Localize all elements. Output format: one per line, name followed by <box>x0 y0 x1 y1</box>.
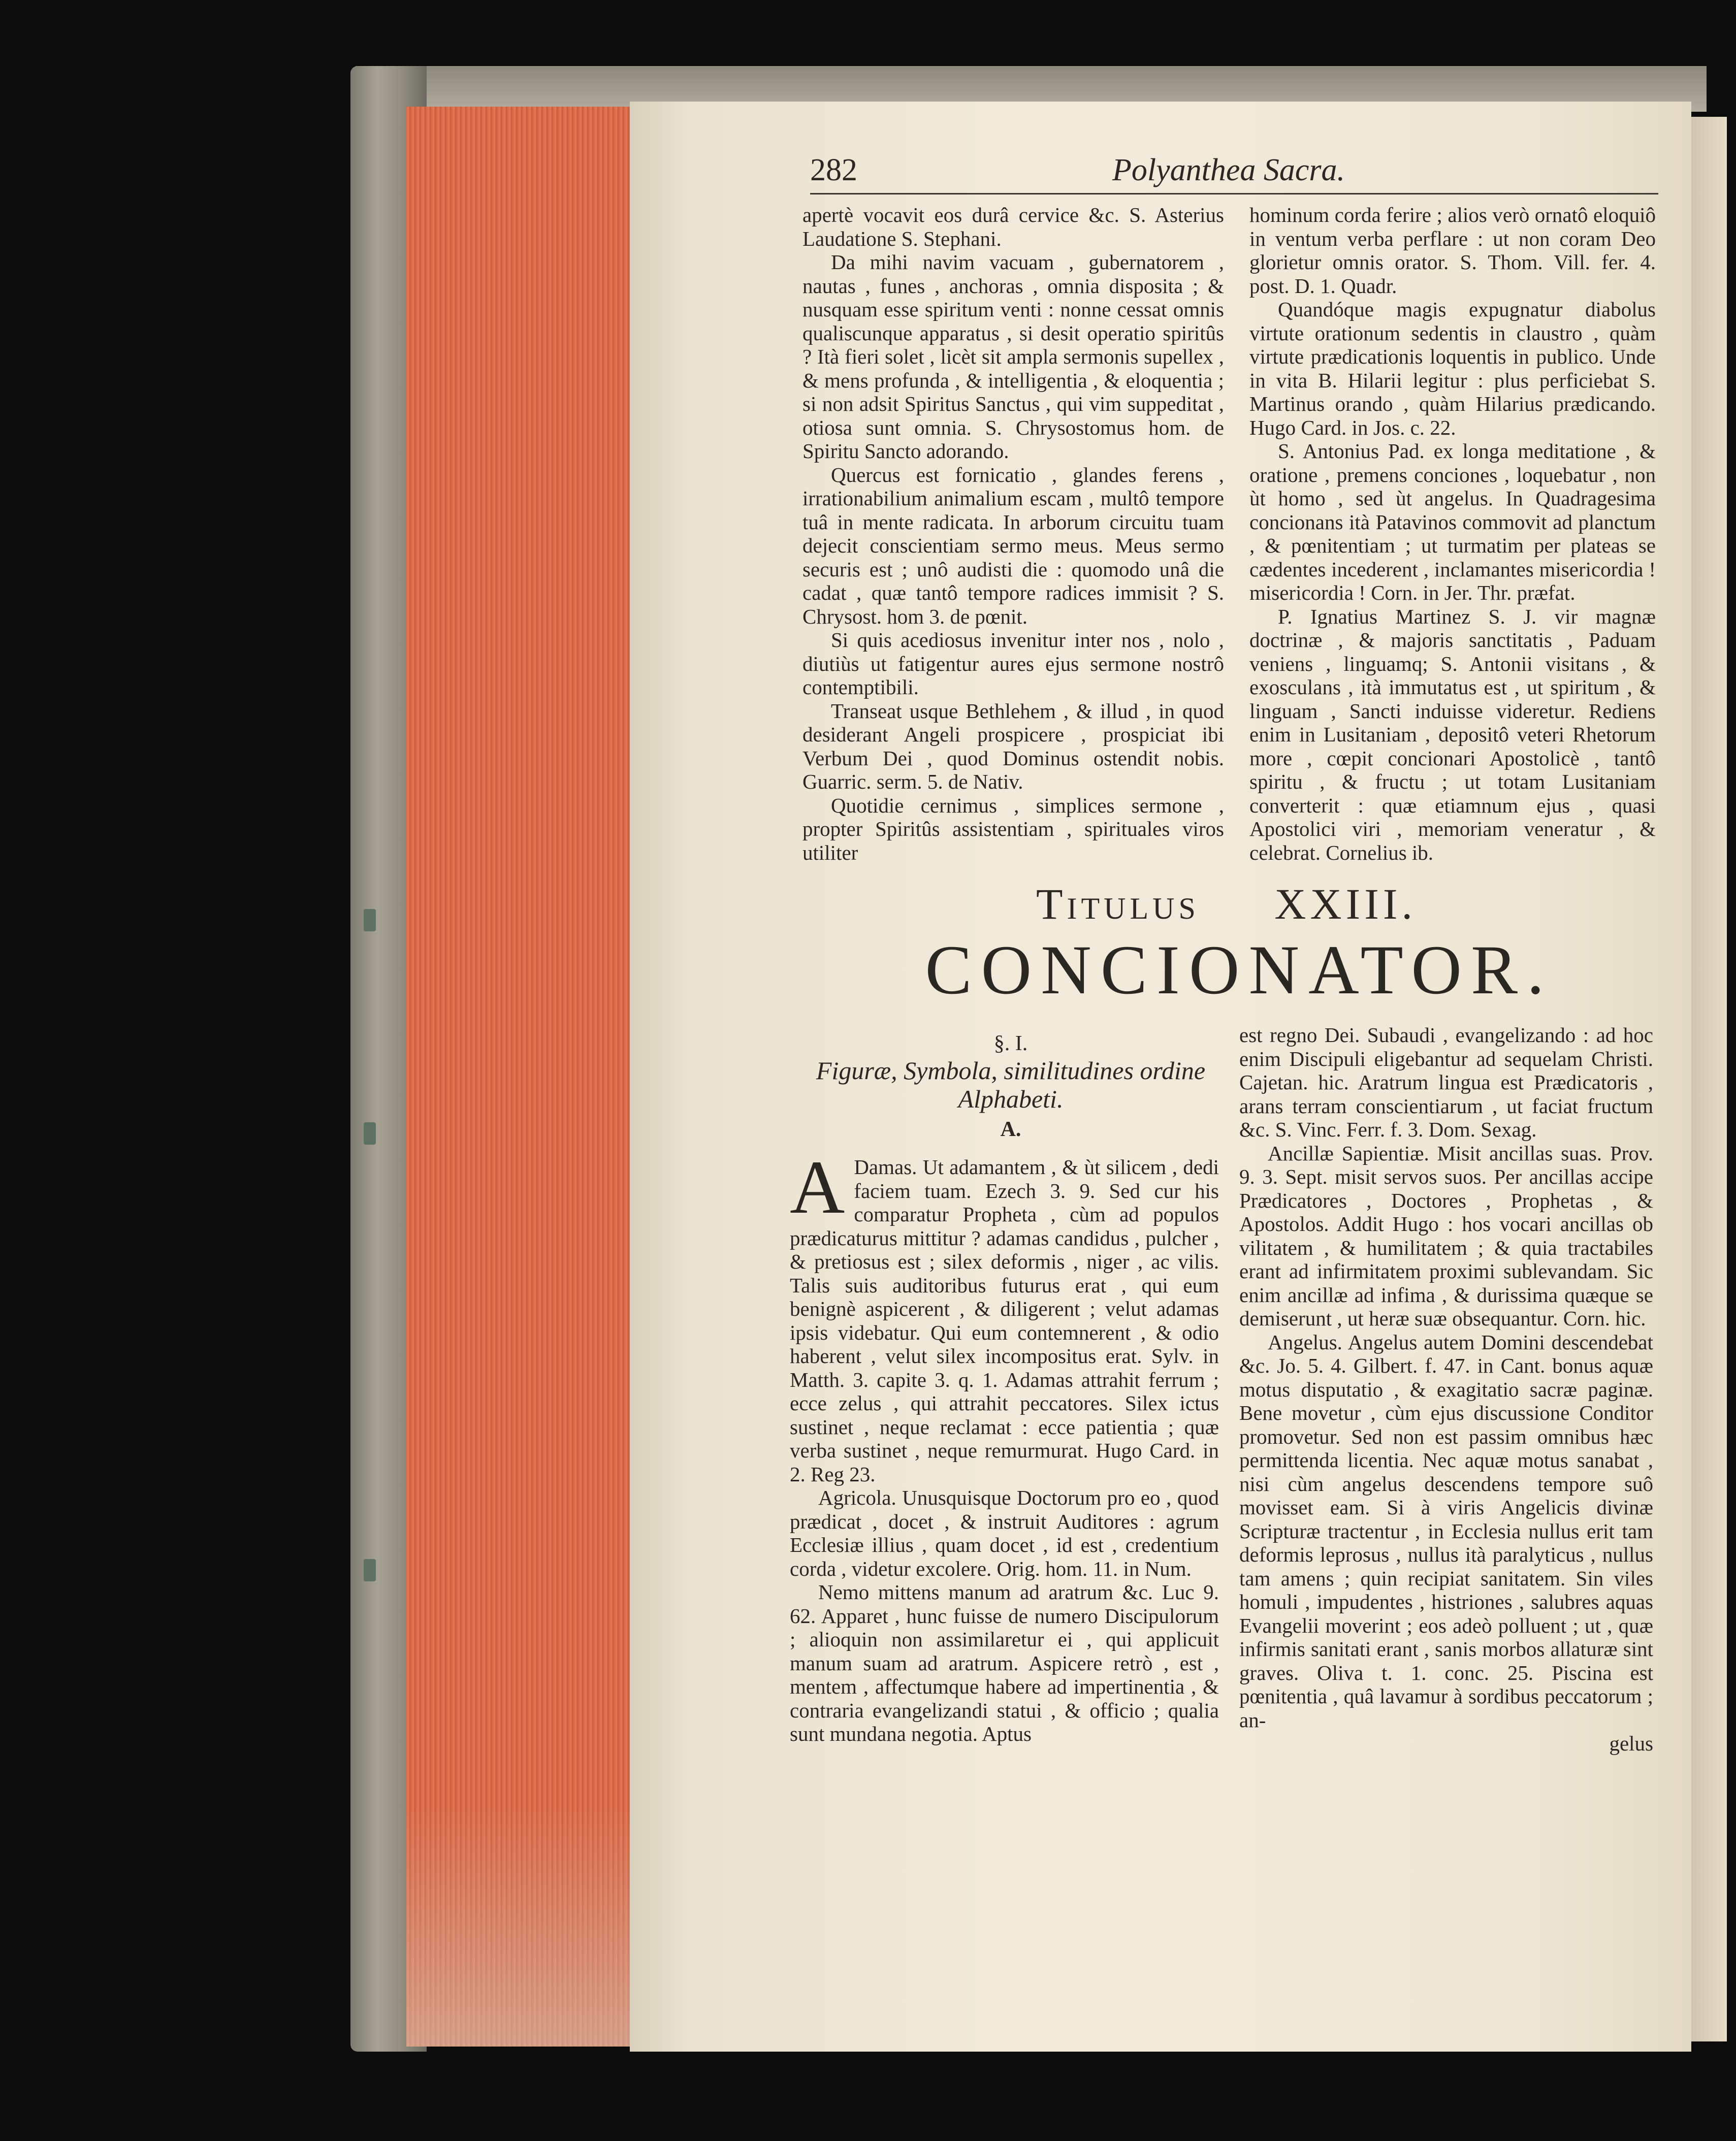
paragraph: apertè vocavit eos durâ cervice &c. S. Asterius Laudatione S. Stephani. <box>802 203 1224 250</box>
binding-clasp <box>364 1122 376 1145</box>
section-title: Figuræ, Symbola, similitudines ordine Alphabeti. <box>816 1056 1206 1113</box>
paragraph: Ancillæ Sapientiæ. Misit ancillas suas. Prov. 9. 3. Sept. misit servos suos. Per ancillas accipe Prædicatores , Doctores , Prophetas , & Apostolos. Addit Hugo : hos vocari ancillas ob vilitatem , & humilitatem ; & quia tractabiles erant ad infirmitatem proximi sublevandam. Sic enim ancillæ ad infima , & durissima quæque se demiserunt , ut heræ suæ obsequantur. Corn. hic. <box>1239 1141 1653 1330</box>
catchword: gelus <box>1609 1732 1653 1755</box>
paragraph <box>790 1145 1219 1486</box>
paragraph: Quotidie cernimus , simplices sermone , propter Spiritûs assistentiam , spirituales viros utiliter <box>802 793 1224 864</box>
paragraph: P. Ignatius Martinez S. J. vir magnæ doctrinæ , & majoris sanctitatis , Paduam veniens , linguamq; S. Antonii visitans , & exosculans , ità immutatus est , ut spiritum , & linguam , Sancti induisse videretur. Rediens enim in Lusitaniam , depositô veteri Rhetorum more , cœpit concionari Apostolicè , tantô spiritu , & fructu ; ut totam Lusitaniam converterit : quæ etiamnum ejus , quasi Apostolici viri , memoriam veneratur , & celebrat. Cornelius ib. <box>1249 604 1656 864</box>
section-letter: A. <box>1000 1118 1021 1141</box>
section-sign: §. I. <box>993 1032 1028 1055</box>
paragraph: Quercus est fornicatio , glandes ferens , irrationabilium animalium escam , multô tempore tuâ in mente radicata. In arborum circuitu tuam dejecit conscientiam sermo meus. Meus sermo securis est ; unô audisti die : quomodo unâ die cadat , quæ tantô tempore radices immisit ? S. Chrysost. hom 3. de pœnit. <box>802 463 1224 628</box>
running-title: Polyanthea Sacra. <box>1112 153 1345 187</box>
paragraph: Agricola. Unusquisque Doctorum pro eo , quod prædicat , docet , & instruit Auditores : agrum Ecclesiæ illius , quam docet , id est , credentium corda , videtur excolere. Orig. hom. 11. in Num. <box>790 1486 1219 1580</box>
drop-cap: A <box>790 1145 845 1229</box>
page-number: 282 <box>810 153 857 187</box>
page-edge-wear <box>406 1808 630 2047</box>
binding-clasp <box>364 909 376 931</box>
paragraph: Da mihi navim vacuam , gubernatorem , nautas , funes , anchoras , omnia disposita ; & nusquam esse spiritum venti : nonne cessat omnis qualiscunque apparatus , si desit operatio spiritûs ? Ità fieri solet , licèt sit ampla sermonis supellex , & mens profunda , & intelligentia , & eloquentia ; si non adsit Spiritus Sanctus , qui vim suppeditat , otiosa sunt omnia. S. Chrysostomus hom. de Spiritu Sancto adorando. <box>802 250 1224 463</box>
binding-clasp <box>364 1559 376 1581</box>
titulus-number: XXIII. <box>1274 880 1417 928</box>
paragraph: est regno Dei. Subaudi , evangelizando : ad hoc enim Discipuli eligebantur ad sequelam Christi. Cajetan. hic. Aratrum lingua est Prædicatoris , arans terram conscientiarum , ut faciat fructum &c. S. Vinc. Ferr. f. 3. Dom. Sexag. <box>1239 1023 1653 1141</box>
header-rule <box>810 193 1658 194</box>
titulus-heading <box>1036 879 1417 929</box>
facing-page-edge <box>1691 117 1727 2041</box>
paragraph: Transeat usque Bethlehem , & illud , in quod desiderant Angeli prospicere , prospiciat ibi Verbum Dei , quod Dominus ostendit nobis. Guarric. serm. 5. de Nativ. <box>802 699 1224 793</box>
upper-right-column <box>1249 203 1656 864</box>
lower-left-column <box>790 1145 1219 1746</box>
paragraph: Angelus. Angelus autem Domini descendebat &c. Jo. 5. 4. Gilbert. f. 47. in Cant. bonus aquæ motus disputatio , & exagitatio sacræ paginæ. Bene movetur , cùm ejus discussione Conditor promovetur. Sed non est passim omnibus hæc permittenda licentia. Nec aquæ motus sanabat , nisi cùm angelus descendens tempore suô movisset eam. Si à viris Angelicis divinæ Scripturæ tractentur , in Ecclesia nullus erit tam deformis leprosus , nullus ità paralyticus , nullus tam amens ; quin recipiat sanitatem. Sin viles homuli , impudentes , histriones , salubres aquas Evangelii moverint ; eos adeò polluent ; ut , quæ infirmis sanitati erant , sanis morbos allaturæ sint graves. Oliva t. 1. conc. 25. Piscina est pœnitentia , quâ lavamur à sordibus peccatorum ; an- <box>1239 1330 1653 1732</box>
paragraph-text: Damas. Ut adamantem , & ùt silicem , dedi faciem tuam. Ezech 3. 9. Sed cur his comparatur Propheta , cùm ad populos prædicaturus mittitur ? adamas candidus , pulcher , & pretiosus est ; silex deformis , niger , ac vilis. Talis suis auditoribus futurus erat , qui eum benignè aspicerent , & diligerent ; velut adamas ipsis videbatur. Qui eum contemnerent , & odio haberent , velut silex incompositus erat. Sylv. in Matth. 3. capite 3. q. 1. Adamas attrahit ferrum ; ecce zelus , qui attrahit peccatores. Silex ictus sustinet , neque reclamat : ecce patientia ; quæ verba sustinet , neque remurmurat. Hugo Card. in 2. Reg 23. <box>790 1155 1219 1486</box>
titulus-word: Titulus <box>1036 880 1200 928</box>
section-heading <box>802 1031 1219 1142</box>
red-page-edges <box>406 107 633 2047</box>
lower-right-column <box>1239 1023 1653 1756</box>
paragraph: Nemo mittens manum ad aratrum &c. Luc 9. 62. Apparet , hunc fuisse de numero Discipulorum ; alioquin non assimilaretur ei , qui applicuit manum suam ad aratrum. Aspicere retrò , est , mentem , affectumque habere ad impertinentia , & contraria evangelizandi statui , & officio ; qualia sunt mundana negotia. Aptus <box>790 1580 1219 1745</box>
paragraph: S. Antonius Pad. ex longa meditatione , & oratione , premens conciones , loquebatur , non ùt homo , sed ùt angelus. In Quadragesima concionans ità Patavinos commovit ad planctum , & pœnitentiam ; ut turmatim per plateas se cædentes incederent , inclamantes misericordia ! misericordia ! Corn. in Jer. Thr. præfat. <box>1249 439 1656 604</box>
upper-left-column <box>802 203 1224 864</box>
paragraph: Quandóque magis expugnatur diabolus virtute orationum sedentis in claustro , quàm virtute prædicationis loquentis in publico. Unde in vita B. Hilarii legitur : plus perficiebat S. Martinus orando , quàm Hilarius prædicando. Hugo Card. in Jos. c. 22. <box>1249 298 1656 439</box>
main-title: CONCIONATOR. <box>925 931 1554 1009</box>
paragraph: hominum corda ferire ; alios verò ornatô eloquiô in ventum verba perflare : ut non coram Deo glorietur omnis orator. S. Thom. Vill. fer. 4. post. D. 1. Quadr. <box>1249 203 1656 298</box>
paragraph: Si quis acediosus invenitur inter nos , nolo , diutiùs ut fatigentur aures ejus sermone nostrô contemptibili. <box>802 628 1224 699</box>
